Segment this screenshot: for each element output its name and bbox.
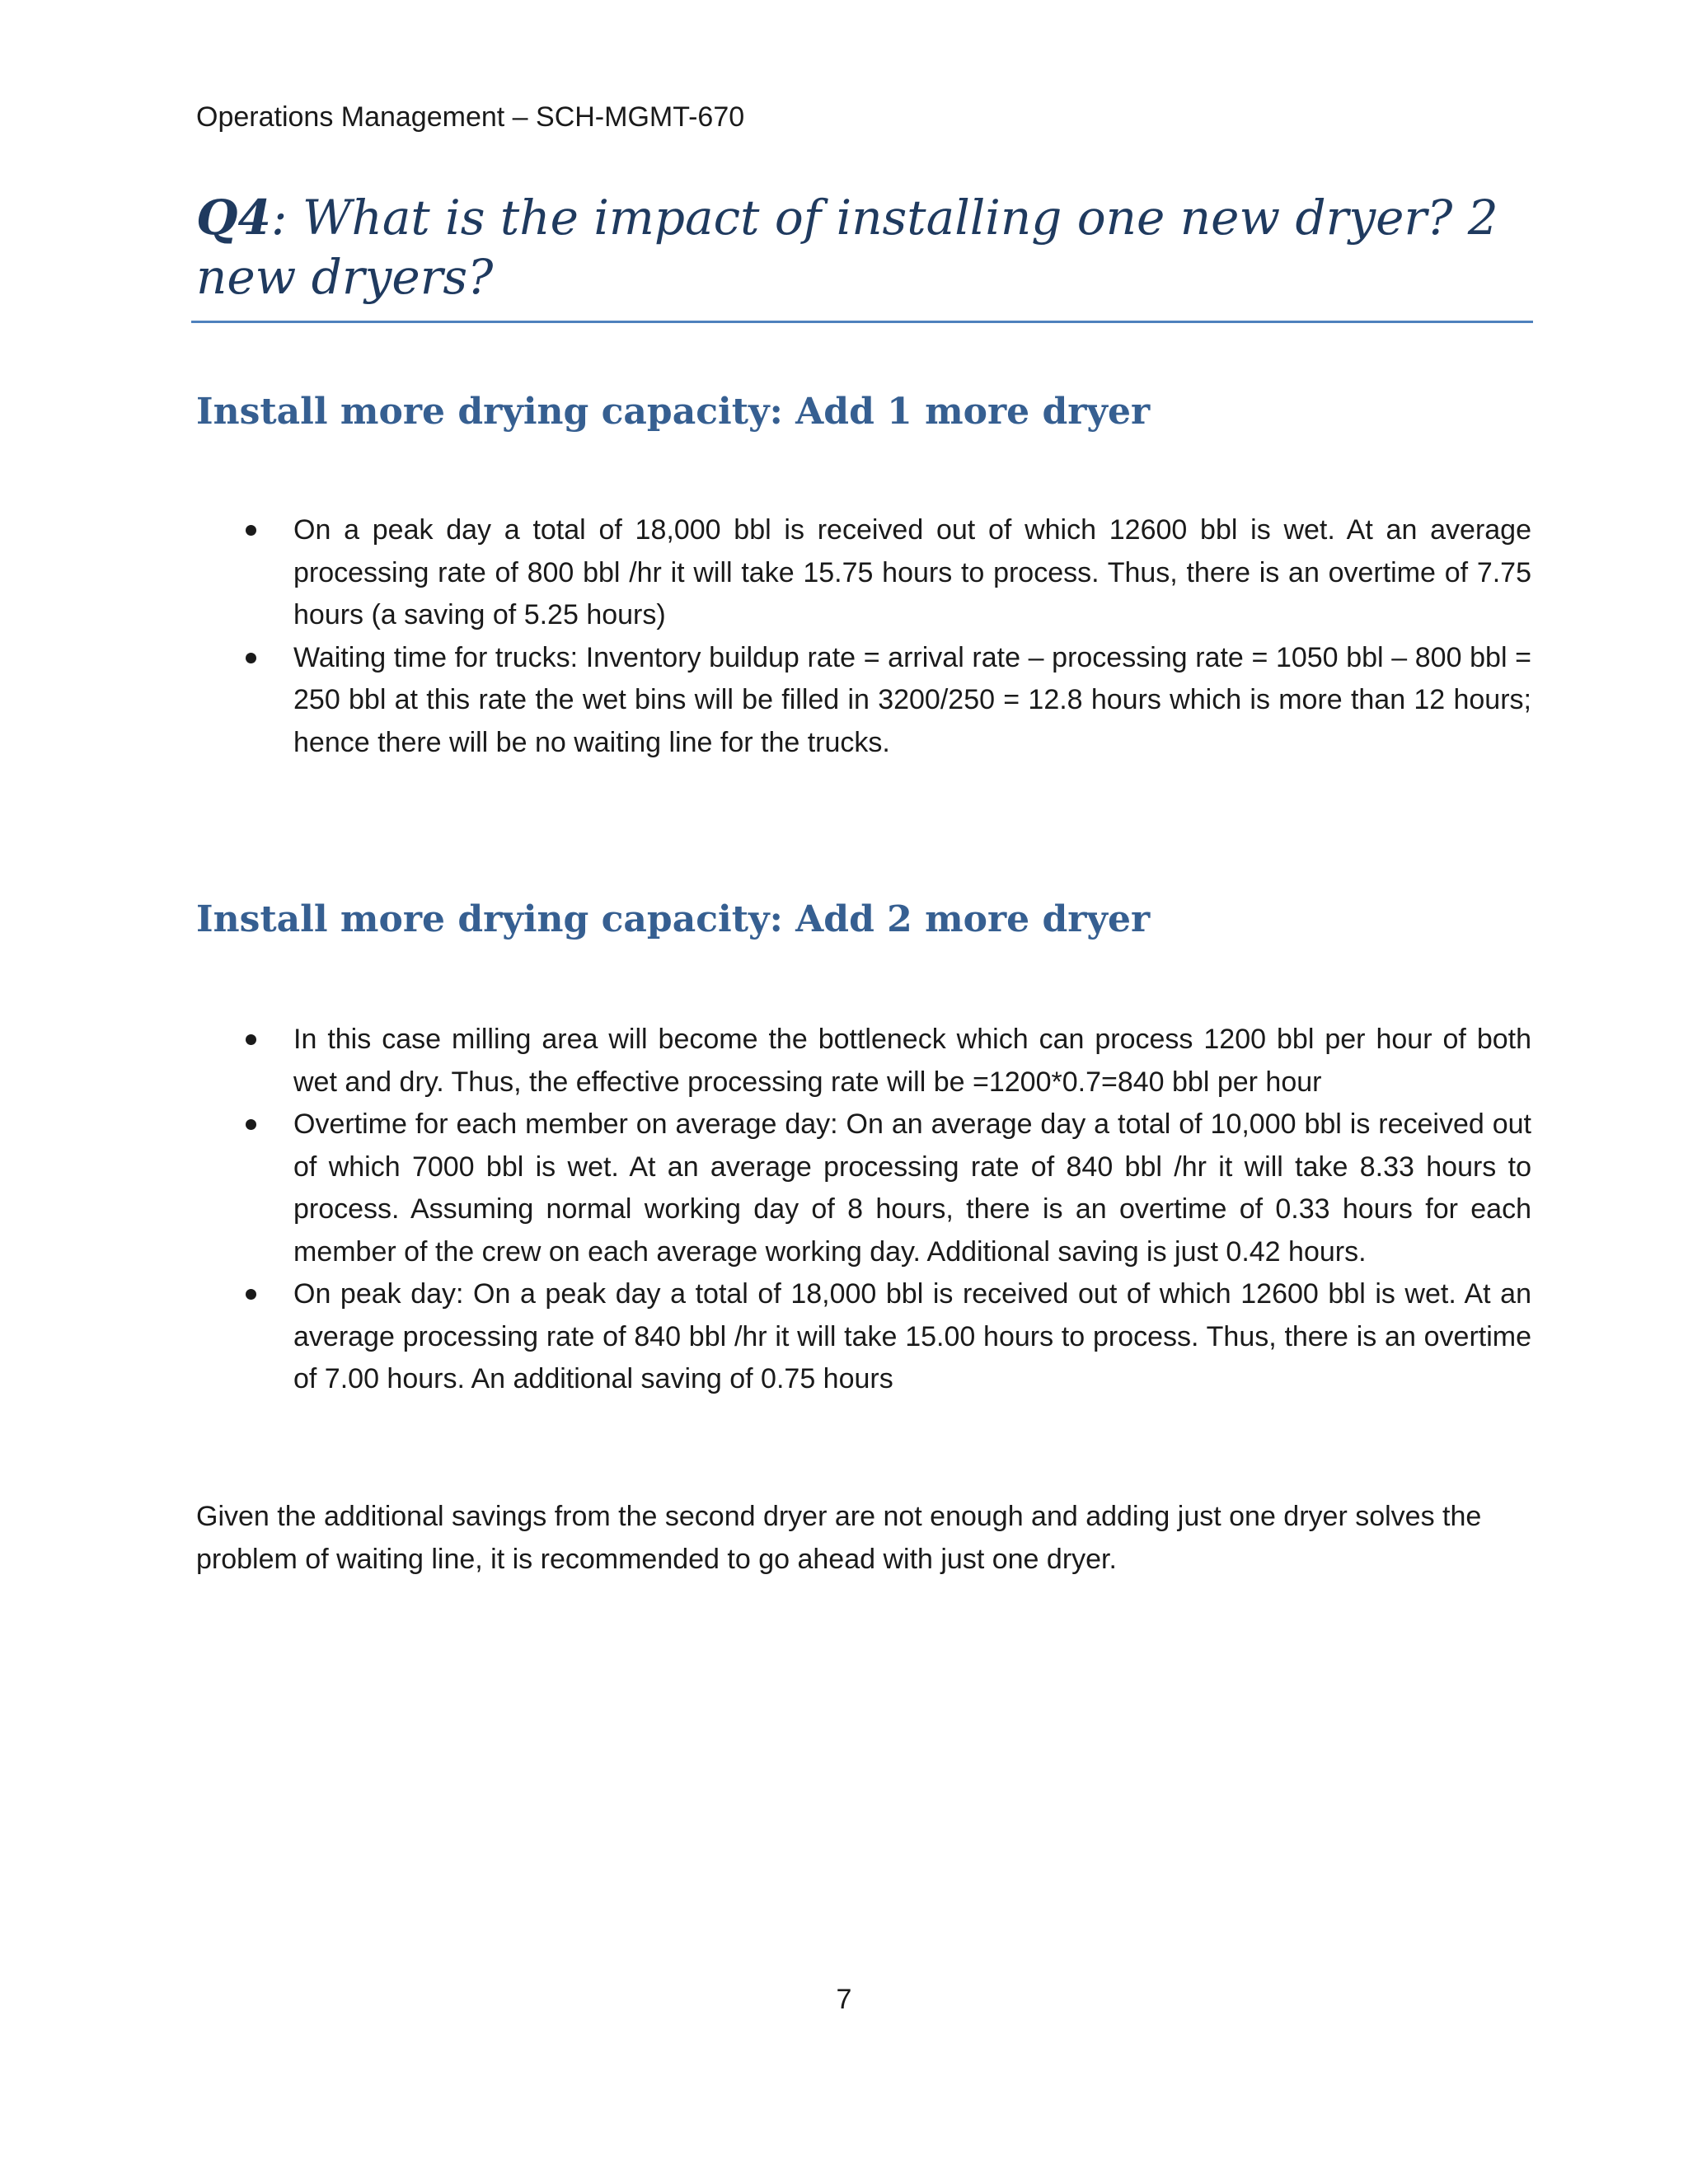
list-item — [246, 1104, 1531, 1273]
list-item — [246, 637, 1531, 765]
bullet-icon — [246, 1119, 256, 1130]
page-title — [196, 188, 1531, 307]
bullet-text: On peak day: On a peak day a total of 18,000 bbl is received out of which 12600 bbl is wet. At an average processing rate of 840 bbl /hr it will take 15.00 hours to process. Thus, there is an overtime of 7.00 hours. An additional saving of 0.75 hours — [293, 1278, 1531, 1394]
bullet-icon — [246, 525, 256, 536]
list-item — [246, 1273, 1531, 1401]
section-heading-one-dryer: Install more drying capacity: Add 1 more dryer — [196, 391, 1151, 433]
page-number: 7 — [836, 1984, 852, 2015]
question-text: : What is the impact of installing one new dryer? 2 new dryers? — [196, 190, 1498, 305]
list-item — [246, 1019, 1531, 1104]
bullet-icon — [246, 1289, 256, 1300]
title-block — [196, 188, 1531, 307]
bullet-text: Overtime for each member on average day: On an average day a total of 10,000 bbl is received out of which 7000 bbl is wet. At an average processing rate of 840 bbl /hr it will take 8.33 hours to process. Assuming normal working day of 8 hours, there is an overtime of 0.33 hours for each member of the crew on each average working day. Additional saving is just 0.42 hours. — [293, 1108, 1531, 1268]
section-heading-two-dryers: Install more drying capacity: Add 2 more dryer — [196, 898, 1151, 940]
bullet-list-one-dryer — [246, 509, 1531, 764]
list-item — [246, 509, 1531, 637]
bullet-icon — [246, 653, 256, 663]
title-underline — [191, 321, 1533, 323]
bullet-text: On a peak day a total of 18,000 bbl is received out of which 12600 bbl is wet. At an average processing rate of 800 bbl /hr it will take 15.75 hours to process. Thus, there is an overtime of 7.75 hours (a saving of 5.25 hours) — [293, 514, 1531, 630]
bullet-icon — [246, 1034, 256, 1045]
bullet-list-two-dryers — [246, 1019, 1531, 1401]
bullet-text: Waiting time for trucks: Inventory buildup rate = arrival rate – processing rate = 1050 bbl – 800 bbl = 250 bbl at this rate the wet bins will be filled in 3200/250 = 12.8 hours which is more than 12 hours; hence there will be no waiting line for the trucks. — [293, 641, 1531, 758]
running-header: Operations Management – SCH-MGMT-670 — [196, 101, 745, 133]
conclusion-paragraph: Given the additional savings from the second dryer are not enough and adding just one dryer solves the problem of waiting line, it is recommended to go ahead with just one dryer. — [196, 1501, 1482, 1575]
question-label: Q4 — [196, 190, 271, 246]
bullet-text: In this case milling area will become the bottleneck which can process 1200 bbl per hour of both wet and dry. Thus, the effective processing rate will be =1200*0.7=840 bbl per hour — [293, 1024, 1531, 1098]
